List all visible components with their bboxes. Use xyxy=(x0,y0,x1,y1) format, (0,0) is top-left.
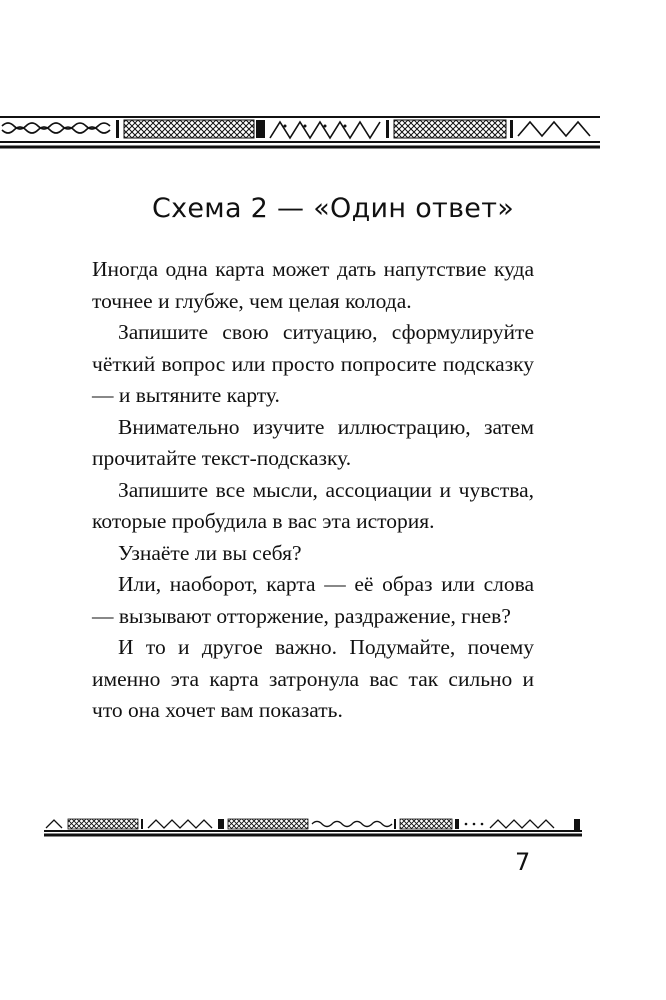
paragraph: И то и другое важно. Подумайте, почему именно эта карта затронула вас так сильно и что она хочет вам показать. xyxy=(92,635,534,722)
paragraph: Иногда одна карта может дать напутствие куда точнее и глубже, чем целая колода. xyxy=(92,257,534,313)
bottom-ornamental-border xyxy=(44,816,582,838)
paragraph: Запишите все мысли, ассоциации и чувства, которые пробудила в вас эта история. xyxy=(92,477,534,533)
paragraph: Внимательно изучите иллюстрацию, затем прочитайте текст-подсказку. xyxy=(92,414,534,470)
paragraph: Запишите свою ситуацию, сформулируйте чёткий вопрос или просто попросите подсказку — и вытяните карту. xyxy=(92,320,534,407)
paragraph: Узнаёте ли вы себя? xyxy=(118,540,302,565)
section-title: Схема 2 — «Один ответ» xyxy=(151,193,515,224)
body-text xyxy=(92,254,534,727)
paragraph: Или, наоборот, карта — её образ или слова — вызывают отторжение, раздражение, гнев? xyxy=(92,572,534,628)
page-number: 7 xyxy=(515,848,531,876)
top-ornamental-border xyxy=(0,114,600,150)
